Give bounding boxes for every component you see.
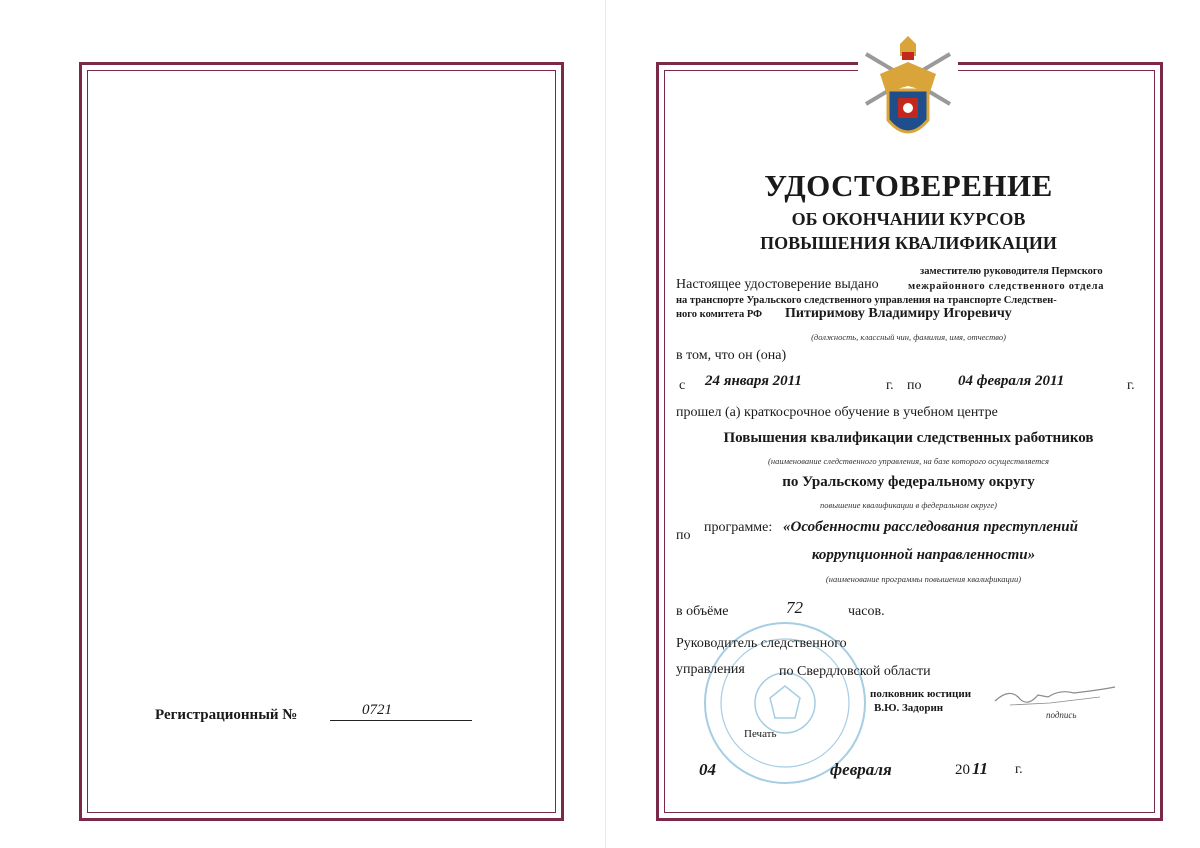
to-prefix: по — [907, 378, 922, 393]
program-name-2: коррупционной направленности» — [811, 547, 1036, 563]
holder-caption: (должность, классный чин, фамилия, имя, отчество) — [811, 332, 1006, 342]
registration-number: 0721 — [362, 702, 392, 718]
holder-name: Питиримову Владимиру Игоревичу — [785, 306, 1012, 321]
certificate-subtitle-2: ПОВЫШЕНИЯ КВАЛИФИКАЦИИ — [760, 233, 1057, 253]
program-caption: (наименование программы повышения квалификации) — [825, 574, 1022, 584]
year-mark-2: г. — [1127, 378, 1135, 393]
center-caption-1: (наименование следственного управления, на базе которого осуществляется — [768, 456, 1049, 466]
year-mark-1: г. — [886, 378, 894, 393]
in-that-text: в том, что он (она) — [676, 348, 787, 363]
certificate-title: УДОСТОВЕРЕНИЕ — [764, 168, 1053, 203]
head-label-1: Руководитель следственного — [676, 636, 847, 651]
head-name: В.Ю. Задорин — [874, 702, 944, 714]
sign-year-mark: г. — [1015, 762, 1023, 777]
registration-label: Регистрационный № — [155, 707, 298, 723]
volume-hours: 72 — [786, 598, 803, 617]
training-text: прошел (а) краткосрочное обучение в учебном центре — [676, 405, 998, 420]
sign-month: февраля — [830, 760, 892, 779]
sign-day: 04 — [699, 760, 716, 779]
left-page-frame-inner — [87, 70, 556, 813]
holder-line-3: на транспорте Уральского следственного управления на транспорте Следствен- — [676, 295, 1057, 306]
center-name-2: по Уральскому федеральному округу — [782, 474, 1035, 490]
signature-mark — [990, 683, 1120, 713]
certificate-subtitle-1: ОБ ОКОНЧАНИИ КУРСОВ — [791, 209, 1026, 229]
sign-year-prefix: 20 — [955, 762, 970, 778]
center-caption-2: повышение квалификации в федеральном округе) — [820, 500, 997, 510]
head-rank: полковник юстиции — [870, 688, 972, 700]
page-fold — [605, 0, 606, 848]
stamp-label: Печать — [744, 728, 777, 740]
emblem-icon — [858, 34, 958, 154]
program-prefix-2: программе: — [704, 520, 773, 535]
registration-line — [330, 720, 472, 721]
program-name-1: «Особенности расследования преступлений — [783, 519, 1078, 535]
volume-unit: часов. — [848, 604, 885, 619]
volume-label: в объёме — [676, 604, 729, 619]
center-name-1: Повышения квалификации следственных работников — [723, 430, 1094, 446]
issued-intro: Настоящее удостоверение выдано — [676, 277, 879, 292]
date-from: 24 января 2011 — [705, 373, 802, 389]
sign-year-suffix: 11 — [972, 759, 989, 778]
signature-caption: подпись — [1046, 710, 1077, 720]
holder-line-4: ного комитета РФ — [676, 309, 763, 320]
head-label-2: управления — [676, 662, 745, 677]
from-prefix: с — [679, 378, 686, 393]
holder-line-1: заместителю руководителя Пермского — [920, 266, 1103, 277]
holder-line-2: межрайонного следственного отдела — [908, 281, 1105, 292]
date-to: 04 февраля 2011 — [958, 373, 1065, 389]
program-prefix-1: по — [676, 528, 691, 543]
head-label-3: по Свердловской области — [779, 664, 931, 679]
